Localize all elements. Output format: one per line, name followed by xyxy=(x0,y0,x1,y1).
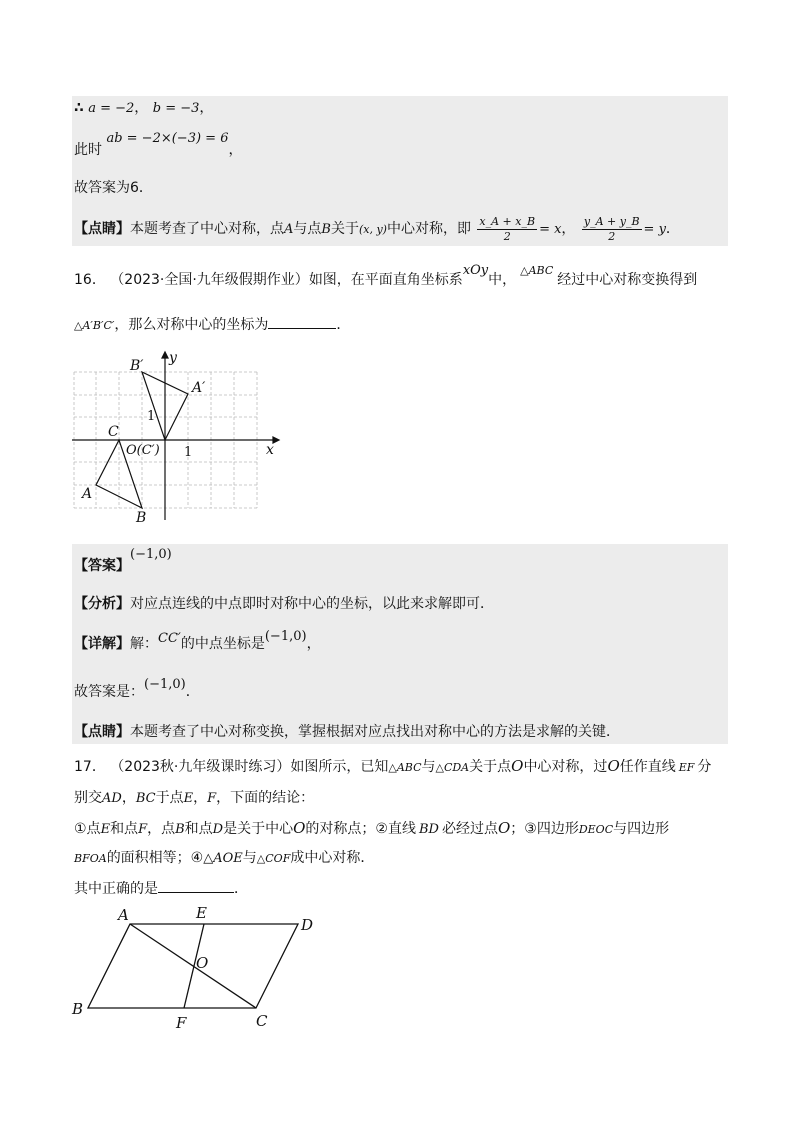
q15-answer-line: 故答案为6． xyxy=(74,180,153,196)
label-a: A xyxy=(118,906,129,924)
q15-therefore-line: ∴ a = −2， b = −3， xyxy=(74,100,214,116)
q16-answer-line xyxy=(74,547,172,574)
answer-value: (−1,0) xyxy=(130,547,172,562)
q17-stem-line2: 别交AD，BC于点E，F，下面的结论： xyxy=(74,790,315,806)
label-e: E xyxy=(196,904,207,922)
question-source: （2023秋·九年级课时练习） xyxy=(110,759,291,775)
label-x-axis: x xyxy=(266,442,274,458)
q16-final-line: 故答案是：(−1,0)． xyxy=(74,677,200,700)
q15-product-line: 此时 ab = −2×(−3) = 6， xyxy=(74,131,243,158)
label-o: O(C′) xyxy=(126,443,160,458)
label-f: F xyxy=(176,1014,187,1032)
y-axis-arrow xyxy=(162,352,168,358)
label-b-prime: B′ xyxy=(130,358,144,374)
q17-conclusions-line1: ①点E和点F，点B和点D是关于中心O的对称点；②直线 BD 必经过点O；③四边形DEOC与四边形 xyxy=(74,819,670,837)
question-source: （2023·全国·九年级假期作业） xyxy=(110,272,309,288)
comment-tag: 【点睛】 xyxy=(74,221,130,237)
q16-stem-line1: 16． （2023·全国·九年级假期作业）如图，在平面直角坐标系xOy中，$^{\triangle ABC}$经过中心对称变换得到 xyxy=(74,263,698,288)
label-b: B xyxy=(136,510,147,526)
answer-blank[interactable] xyxy=(268,314,336,329)
q17-parallelogram-figure xyxy=(68,902,328,1042)
q16-coordinate-figure xyxy=(68,350,288,530)
label-d: D xyxy=(301,916,314,934)
q17-stem-line1: 17． （2023秋·九年级课时练习）如图所示，已知△ABC与△CDA关于点O中心对称，过O任作直线 EF 分 xyxy=(74,757,712,775)
q16-comment-line: 【点睛】本题考查了中心对称变换，掌握根据对应点找出对称中心的方法是求解的关键． xyxy=(74,724,620,740)
question-number: 17． xyxy=(74,759,106,775)
question-number: 16． xyxy=(74,272,106,288)
fraction-y: $\frac{y\_A + y\_B}{2}$ xyxy=(583,214,640,243)
q17-ask-line: 其中正确的是 ． xyxy=(74,878,248,899)
tick-one-y: 1 xyxy=(147,409,156,424)
therefore-symbol: ∴ xyxy=(74,100,84,116)
q16-analysis-line: 【分析】对应点连线的中点即时对称中心的坐标，以此来求解即可． xyxy=(74,596,494,612)
label-a: A xyxy=(82,486,93,502)
q17-conclusions-line2: BFOA的面积相等；④△AOE与△COF成中心对称． xyxy=(74,850,375,866)
q16-detail-line: 【详解】解：CC′的中点坐标是(−1,0)， xyxy=(74,629,321,652)
label-c: C xyxy=(256,1012,268,1030)
label-y-axis: y xyxy=(169,350,177,366)
diagonal-ac xyxy=(130,924,256,1008)
value-b: b = −3 xyxy=(152,101,200,116)
label-c: C xyxy=(108,424,119,440)
label-a-prime: A′ xyxy=(192,380,206,396)
label-o: O xyxy=(196,954,209,972)
value-a: a = −2 xyxy=(88,101,135,116)
fraction-x: $\frac{x\_A + x\_B}{2}$ xyxy=(479,214,536,243)
product-expression: ab = −2×(−3) = 6 xyxy=(106,131,229,146)
label-b: B xyxy=(72,1000,84,1018)
answer-tag: 【答案】 xyxy=(74,558,130,574)
detail-tag: 【详解】 xyxy=(74,636,130,652)
q16-stem-line2: △A′B′C′，那么对称中心的坐标为 ． xyxy=(74,314,350,336)
comment-tag: 【点睛】 xyxy=(74,724,130,740)
tick-one-x: 1 xyxy=(184,445,193,460)
answer-blank[interactable] xyxy=(158,878,234,893)
analysis-tag: 【分析】 xyxy=(74,596,130,612)
q15-comment-line: 【点睛】本题考查了中心对称，点A与点B关于(x, y)中心对称，即 $\frac{x\_A + x\_B}{2}$ = x， $\frac{y\_A + y\_B}{2}$ = y． xyxy=(74,214,680,243)
